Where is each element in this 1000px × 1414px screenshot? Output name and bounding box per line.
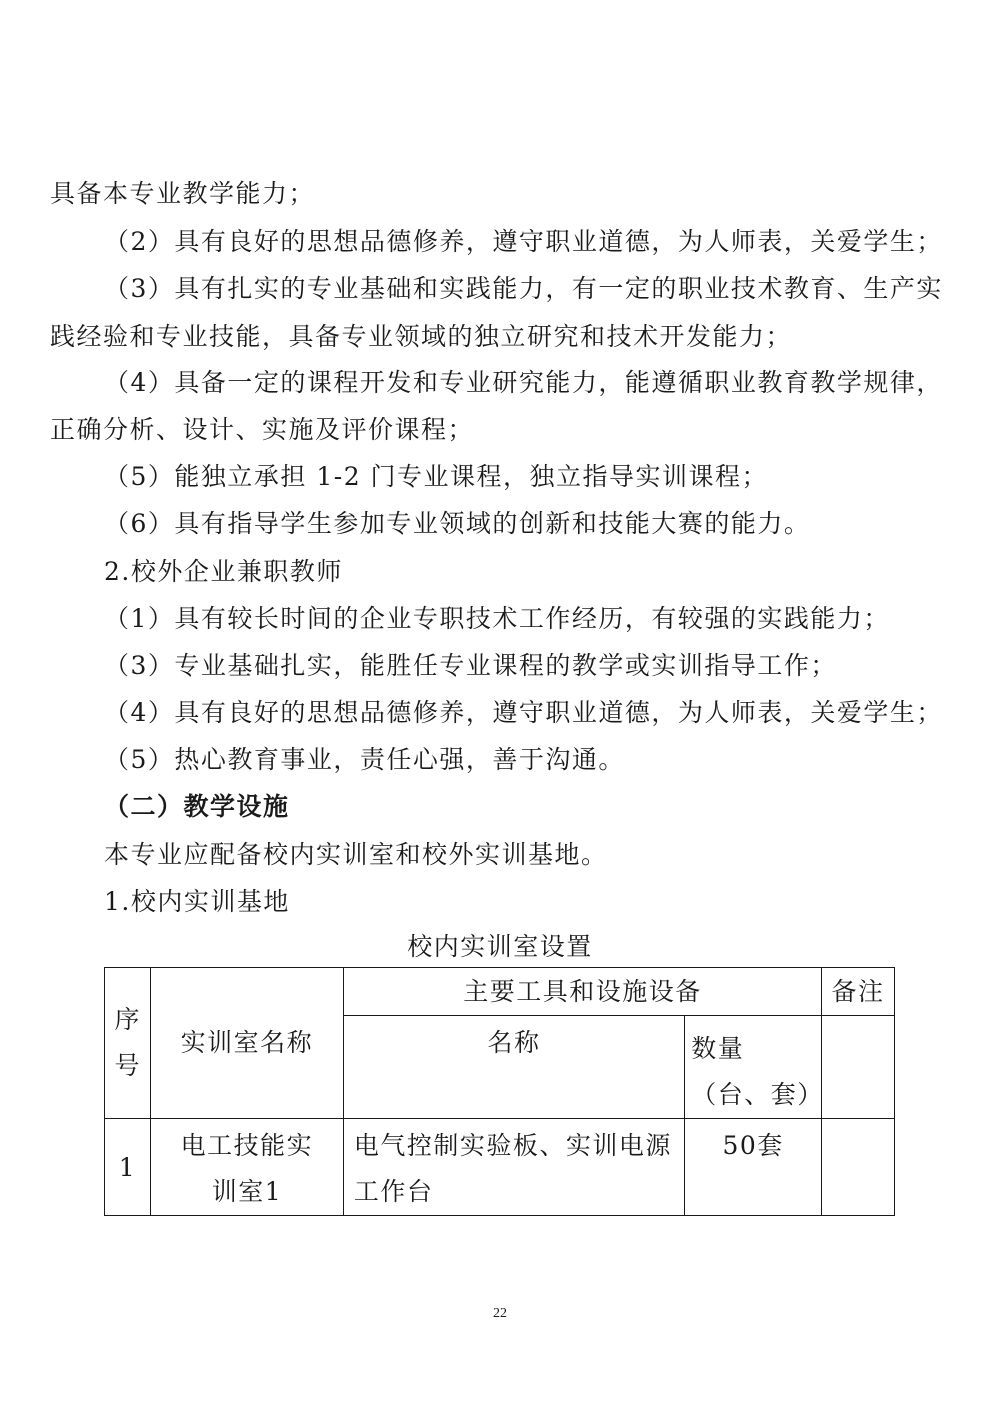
paragraph-line: （3）具有扎实的专业基础和实践能力，有一定的职业技术教育、生产实 (104, 274, 943, 303)
header-remark: 备注 (822, 968, 895, 1016)
paragraph-line: （6）具有指导学生参加专业领域的创新和技能大赛的能力。 (104, 509, 811, 538)
row-index: 1 (105, 1119, 151, 1216)
page-number: 22 (493, 1306, 507, 1321)
paragraph-line: （4）具有良好的思想品德修养，遵守职业道德，为人师表，关爱学生； (104, 698, 943, 727)
section-heading: 1.校内实训基地 (104, 887, 290, 916)
header-index: 序号 (105, 968, 151, 1119)
header-equipment-name: 名称 (343, 1016, 684, 1119)
paragraph-line: 具备本专业教学能力； (50, 179, 316, 208)
table-row (105, 1119, 895, 1216)
row-remark (822, 1119, 895, 1216)
row-equipment-name: 电气控制实验板、实训电源工作台 (343, 1119, 684, 1216)
paragraph-line: 正确分析、设计、实施及评价课程； (50, 415, 475, 444)
header-remark-empty (822, 1016, 895, 1119)
paragraph-line: 本专业应配备校内实训室和校外实训基地。 (104, 840, 608, 869)
table-header-row (105, 968, 895, 1016)
paragraph-line: （5）能独立承担 1-2 门专业课程，独立指导实训课程； (104, 462, 769, 491)
paragraph-line: （2）具有良好的思想品德修养，遵守职业道德，为人师表，关爱学生； (104, 227, 943, 256)
row-room-name: 电工技能实训室1 (150, 1119, 343, 1216)
header-quantity: 数量（台、套） (685, 1016, 822, 1119)
row-quantity: 50套 (685, 1119, 822, 1216)
paragraph-line: 践经验和专业技能，具备专业领域的独立研究和技术开发能力； (50, 322, 793, 351)
section-heading: （二）教学设施 (104, 792, 290, 821)
paragraph-line: （3）专业基础扎实，能胜任专业课程的教学或实训指导工作； (104, 651, 837, 680)
training-room-table (104, 967, 895, 1216)
paragraph-line: （5）热心教育事业，责任心强，善于沟通。 (104, 745, 625, 774)
section-heading: 2.校外企业兼职教师 (104, 557, 343, 586)
table-caption: 校内实训室设置 (407, 932, 593, 961)
paragraph-line: （4）具备一定的课程开发和专业研究能力，能遵循职业教育教学规律， (104, 368, 943, 397)
paragraph-line: （1）具有较长时间的企业专职技术工作经历，有较强的实践能力； (104, 604, 890, 633)
header-equipment-group: 主要工具和设施设备 (343, 968, 821, 1016)
header-room-name: 实训室名称 (150, 968, 343, 1119)
